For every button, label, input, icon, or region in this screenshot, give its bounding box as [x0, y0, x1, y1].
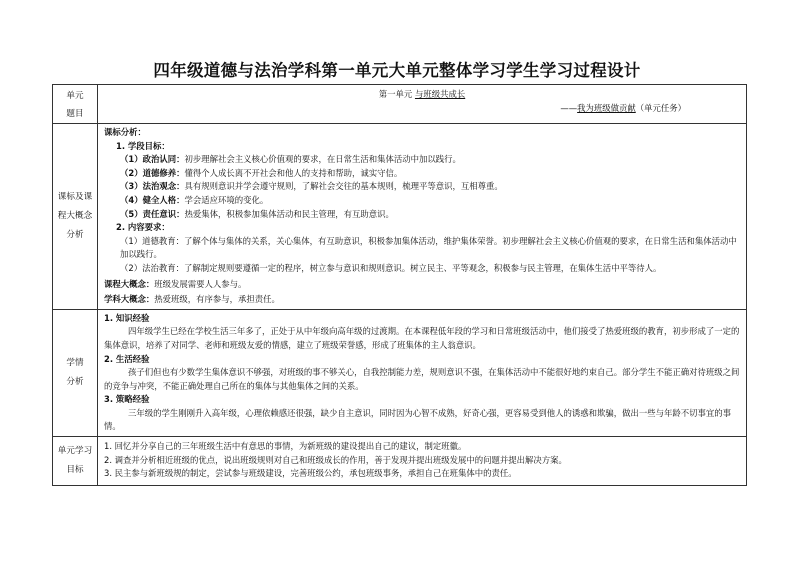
- standards-content: [98, 124, 747, 310]
- page-title: 四年级道德与法治学科第一单元大单元整体学习学生学习过程设计: [153, 61, 641, 80]
- content-item-law: （2）法治教育：了解制定规则要遵循一定的程序，树立参与意识和规则意识。树立民主、平等观念，积极参与民主管理，在集体生活中平等待人。: [120, 262, 662, 273]
- life-heading: 2. 生活经验: [104, 353, 150, 364]
- unit-content: [98, 85, 747, 124]
- content-heading: 2. 内容要求：: [116, 222, 170, 233]
- unit-task-line: [98, 101, 746, 115]
- unit-label: [53, 85, 98, 124]
- plan-table: [52, 84, 747, 486]
- goal-item: （3）法治观念：具有规则意识并学会遵守规则，了解社会交往的基本规则，梳理平等意识，互相尊重。: [120, 181, 503, 192]
- unit-task: 我为班级做贡献: [577, 103, 636, 113]
- standards-label-text: 课标及课 程大概念 分析: [57, 191, 93, 240]
- strategy-heading: 3. 策略经验: [104, 394, 150, 405]
- goal-item: （1）政治认同：初步理解社会主义核心价值观的要求，在日常生活和集体活动中加以践行。: [120, 154, 461, 165]
- goal-item: （5）责任意识：热爱集体，积极参加集体活动和民主管理，有互助意识。: [120, 208, 394, 219]
- unit-name: 与班级共成长: [414, 89, 466, 99]
- unit-task-dash: ——: [560, 103, 578, 113]
- subject-concept: 学科大概念：热爱班级，有序参与，承担责任。: [104, 294, 280, 305]
- standards-heading: 课标分析：: [104, 127, 146, 137]
- objectives-content: [98, 437, 747, 486]
- strategy-text: 三年级的学生刚刚升入高年级，心理依赖感还很强，缺少自主意识，同时因为心智不成熟，好奇心强，更容易受到他人的诱惑和欺骗，做出一些与年龄不切事宜的事情。: [104, 407, 731, 432]
- objectives-row: [53, 437, 747, 486]
- objective-item: 1. 回忆并分享自己的三年班级生活中有意思的事情，为新班级的建设提出自己的建议，制定班徽。: [104, 441, 467, 452]
- standards-row: [53, 124, 747, 310]
- standards-label: [53, 124, 98, 310]
- life-text: 孩子们但也有少数学生集体意识不够强，对班级的事不够关心，自我控制能力差，规则意识不强，在集体活动中不能很好地约束自己。部分学生不能正确对待班级之间的竞争与冲突，不能正确处理自己所在的集体与其他集体之间的关系。: [104, 367, 740, 391]
- objectives-label: [53, 437, 98, 486]
- goal-heading: 1. 学段目标：: [116, 140, 170, 151]
- unit-prefix: 第一单元: [378, 89, 413, 99]
- unit-title-line: [98, 85, 746, 101]
- unit-task-suffix: （单元任务）: [635, 103, 686, 113]
- objective-item: 3. 民主参与新班级规的制定，尝试参与班级建设，完善班级公约，承包班级事务，承担自己在班集体中的责任。: [104, 468, 517, 479]
- knowledge-heading: 1. 知识经验: [104, 312, 150, 323]
- goal-item: （2）道德修养：懂得个人成长离不开社会和他人的支持和帮助，诚实守信。: [120, 167, 403, 178]
- situation-row: [53, 309, 747, 436]
- situation-content: [98, 309, 747, 436]
- unit-row: [53, 85, 747, 124]
- objective-item: 2. 调查并分析相近班级的优点，说出班级规则对自己和班级成长的作用，善于发现并提出班级发展中的问题并提出解决方案。: [104, 454, 567, 465]
- big-concept: 课程大概念：班级发展需要人人参与。: [104, 278, 247, 289]
- content-item-moral: （1）道德教育：了解个体与集体的关系，关心集体，有互助意识，积极参加集体活动，维护集体荣誉。初步理解社会主义核心价值观的要求，在日常生活和集体活动中加以践行。: [120, 235, 737, 260]
- unit-label-text: 单元 题目: [66, 91, 84, 119]
- goal-item: （4）健全人格：学会适应环境的变化。: [120, 194, 269, 205]
- knowledge-text: 四年级学生已经在学校生活三年多了，正处于从中年级向高年级的过渡期。在本课程低年段的学习和日常班级活动中，他们接受了热爱班级的教育，初步形成了一定的集体意识，培养了对同学、老师和班级友爱的情感，建立了班级荣誉感，形成了班集体的主人翁意识。: [104, 326, 740, 350]
- objectives-label-text: 单元学习 目标: [57, 445, 93, 475]
- situation-label-text: 学情 分析: [66, 357, 84, 387]
- situation-label: [53, 309, 98, 436]
